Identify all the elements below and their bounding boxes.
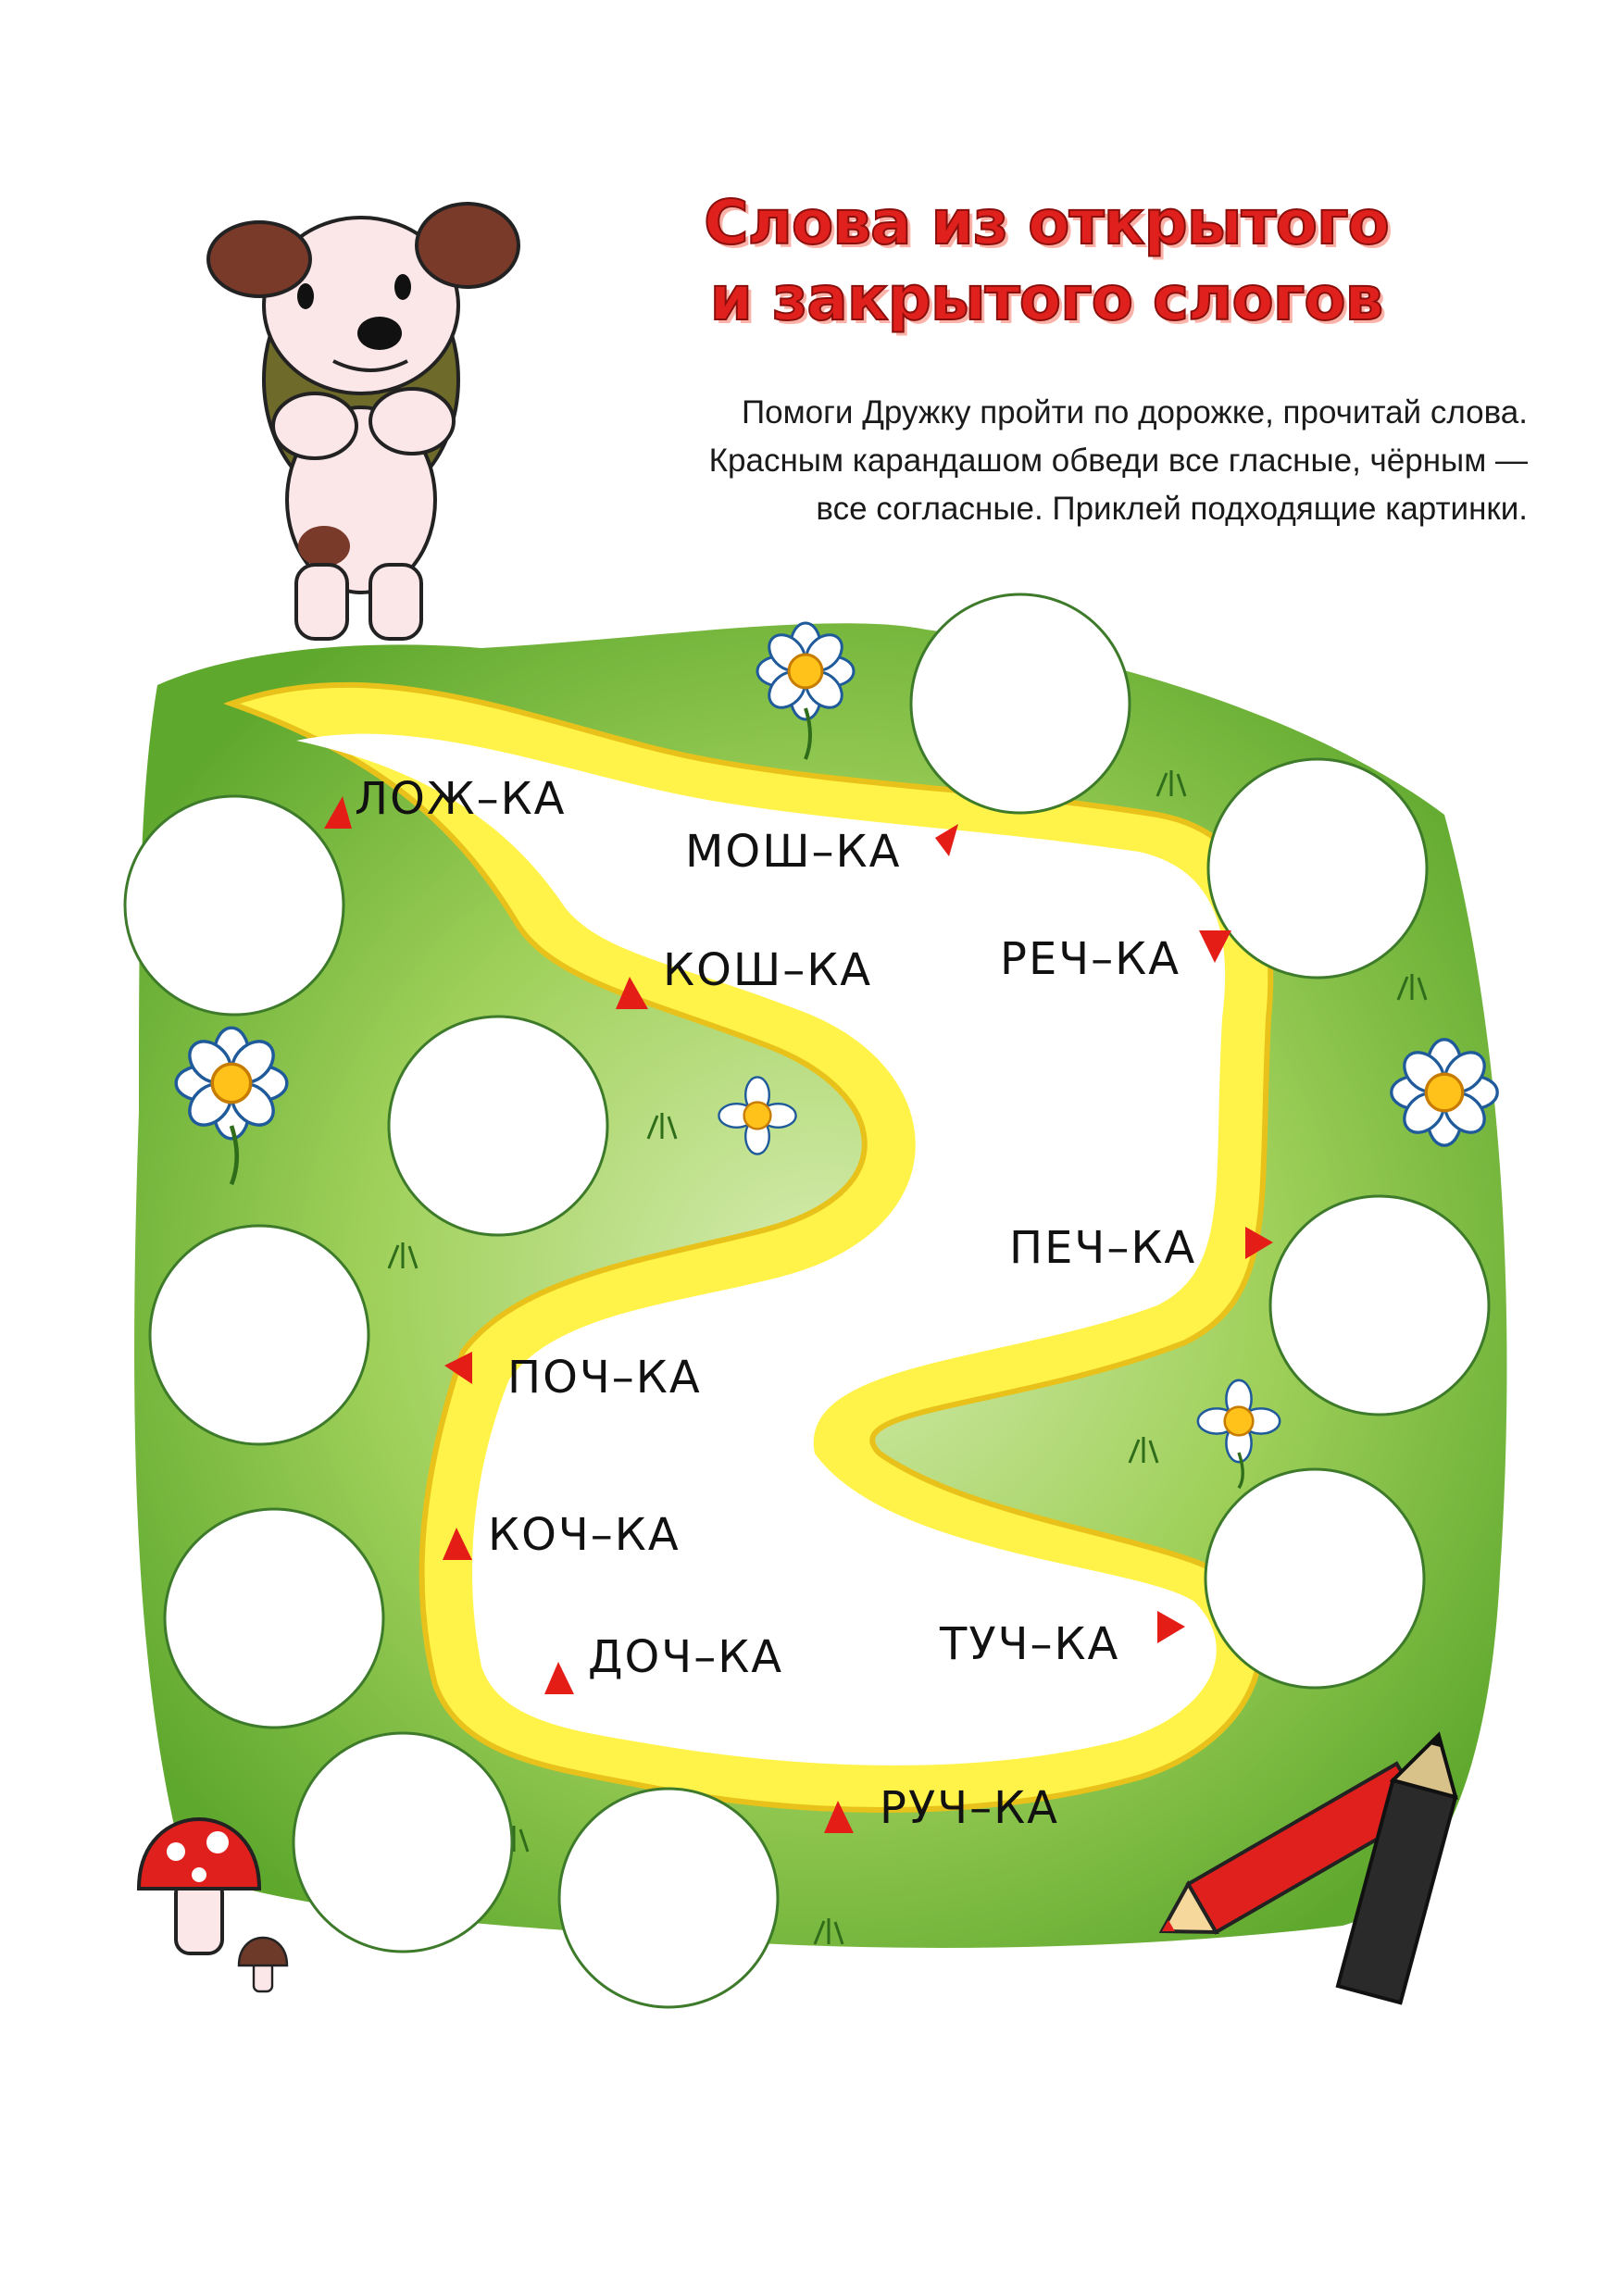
mushroom-icon [239, 1938, 287, 1991]
instructions-line-2: Красным карандашом обведи все гласные, чёрным — [708, 443, 1528, 479]
picture-slot-10[interactable] [559, 1789, 778, 2007]
instructions-line-1: Помоги Дружку пройти по дорожке, прочитай слова. [742, 394, 1528, 430]
picture-slot-7[interactable] [1206, 1469, 1424, 1688]
title-line-1: Слова из открытого [704, 187, 1389, 258]
word-dochka: ДОЧ–КА [588, 1631, 784, 1683]
page-title [602, 185, 1491, 337]
word-pochka: ПОЧ–КА [507, 1352, 702, 1404]
word-kochka: КОЧ–КА [488, 1509, 681, 1561]
word-rechka: РЕЧ–КА [1000, 933, 1181, 985]
word-moshka: МОШ–КА [685, 826, 902, 878]
picture-slot-4[interactable] [389, 1017, 607, 1235]
picture-slot-9[interactable] [294, 1733, 512, 1952]
picture-slot-3[interactable] [125, 796, 344, 1015]
picture-slot-5[interactable] [1270, 1196, 1489, 1415]
word-tuchka: ТУЧ–КА [940, 1618, 1120, 1670]
instructions-line-3: все согласные. Приклей подходящие картинки. [816, 491, 1528, 527]
instructions [546, 389, 1528, 533]
word-lozhka: ЛОЖ–КА [355, 773, 567, 825]
word-ruchka: РУЧ–КА [880, 1782, 1060, 1834]
picture-slot-2[interactable] [1208, 759, 1427, 978]
title-line-2: и закрытого слогов [709, 263, 1383, 334]
picture-slot-1[interactable] [911, 594, 1130, 813]
word-koshka: КОШ–КА [663, 944, 873, 996]
mushroom-icon [139, 1819, 259, 1953]
picture-slot-8[interactable] [165, 1509, 383, 1728]
puppy-icon [208, 204, 518, 639]
flower-icon [1392, 1040, 1497, 1145]
word-pechka: ПЕЧ–КА [1009, 1222, 1197, 1274]
picture-slot-6[interactable] [150, 1226, 369, 1444]
